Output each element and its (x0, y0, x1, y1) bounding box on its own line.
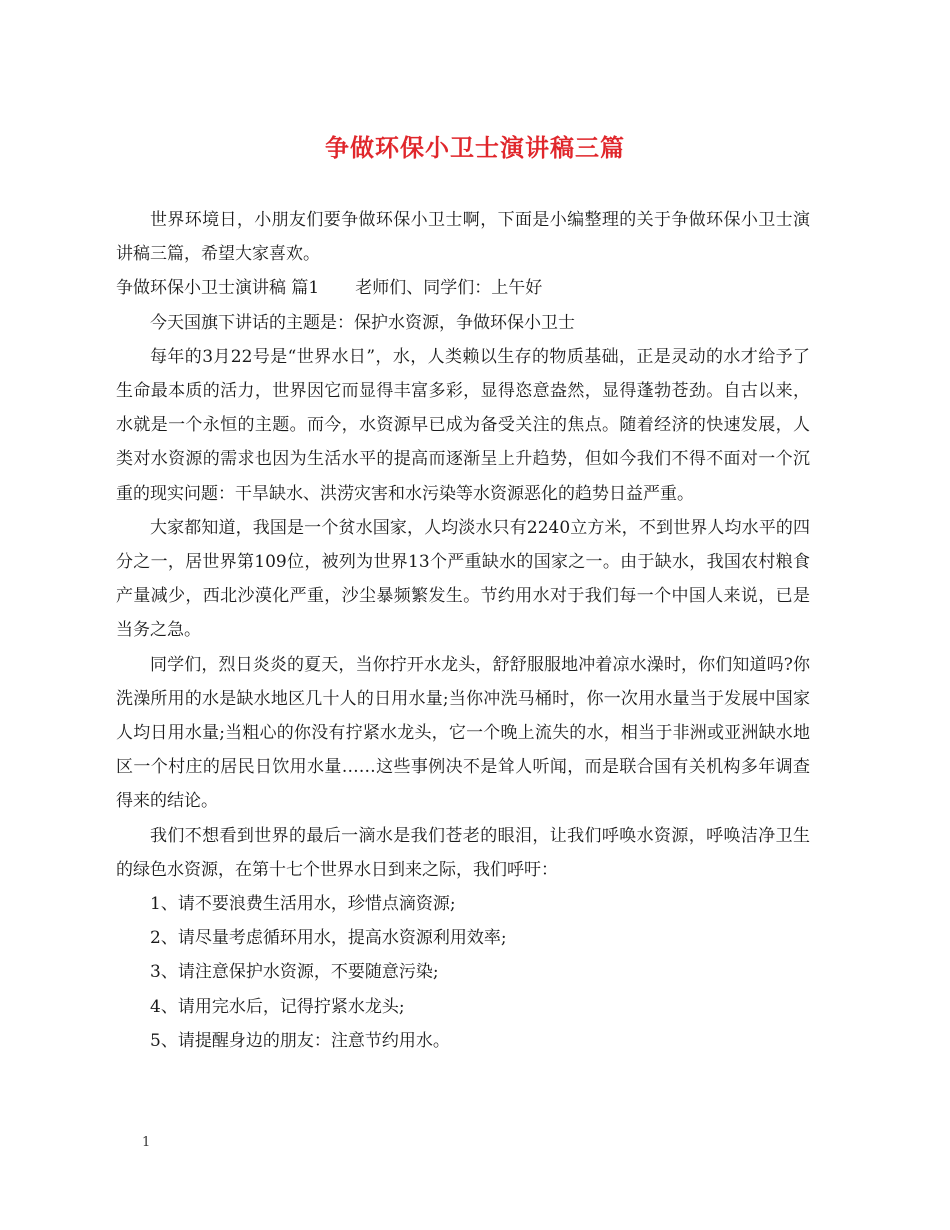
list-item: 5、请提醒身边的朋友：注意节约用水。 (150, 1030, 450, 1051)
list-item: 2、请尽量考虑循环用水，提高水资源利用效率; (150, 928, 507, 949)
page-number: 1 (142, 1135, 151, 1150)
topic-paragraph: 今天国旗下讲话的主题是：保护水资源，争做环保小卫士 (150, 312, 575, 333)
list-item: 1、请不要浪费生活用水，珍惜点滴资源; (150, 894, 456, 915)
body-paragraph-1: 每年的3月22号是“世界水日”，水，人类赖以生存的物质基础，正是灵动的水才给予了生命最本质的活力，世界因它而显得丰富多彩，显得恣意盎然，显得蓬勃苍劲。自古以来，水就是一个永恒的主题。而今，水资源早已成为备受关注的焦点。随着经济的快速发展，人类对水资源的需求也因为生活水平的提高而逐渐呈上升趋势，但如今我们不得不面对一个沉重的现实问题：干旱缺水、洪涝灾害和水污染等水资源恶化的趋势日益严重。 (116, 346, 810, 504)
intro-paragraph: 世界环境日，小朋友们要争做环保小卫士啊，下面是小编整理的关于争做环保小卫士演讲稿三篇，希望大家喜欢。 (116, 210, 810, 265)
body-paragraph-3: 同学们，烈日炎炎的夏天，当你拧开水龙头，舒舒服服地冲着凉水澡时，你们知道吗?你洗澡所用的水是缺水地区几十人的日用水量;当你冲洗马桶时，你一次用水量当于发展中国家人均日用水量;当粗心的你没有拧紧水龙头，它一个晚上流失的水，相当于非洲或亚洲缺水地区一个村庄的居民日饮用水量……这些事例决不是耸人听闻，而是联合国有关机构多年调查得来的结论。 (116, 654, 810, 812)
section-heading: 争做环保小卫士演讲稿 篇1 (116, 278, 320, 299)
list-item: 4、请用完水后，记得拧紧水龙头; (150, 996, 405, 1017)
greeting-text: 老师们、同学们：上午好 (355, 278, 543, 299)
body-paragraph-4: 我们不想看到世界的最后一滴水是我们苍老的眼泪，让我们呼唤水资源，呼唤洁净卫生的绿色水资源，在第十七个世界水日到来之际，我们呼吁： (116, 825, 810, 880)
list-item: 3、请注意保护水资源，不要随意污染; (150, 962, 439, 983)
document-body (116, 203, 810, 1058)
section-heading-line (116, 271, 810, 305)
body-paragraph-2: 大家都知道，我国是一个贫水国家，人均淡水只有2240立方米，不到世界人均水平的四分之一，居世界第109位，被列为世界13个严重缺水的国家之一。由于缺水，我国农村粮食产量减少，西北沙漠化严重，沙尘暴频繁发生。节约用水对于我们每一个中国人来说，已是当务之急。 (116, 517, 810, 641)
document-title: 争做环保小卫士演讲稿三篇 (325, 133, 625, 162)
